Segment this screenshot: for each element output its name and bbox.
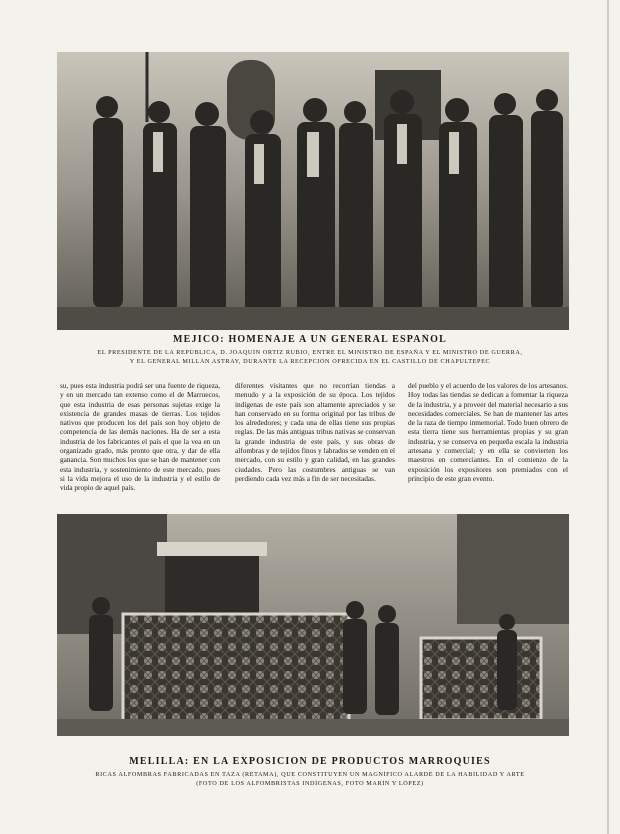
photo2-caption-line2: (FOTO DE LOS ALFOMBRISTAS INDÍGENAS, FOTO MARÍN Y LÓPEZ) (196, 780, 424, 787)
article-column-3: del pueblo y el acuerdo de los valores de los artesanos. Hoy todas las tiendas se dedican a fomentar la riqueza de la industria, y a proveer del material necesario a sus necesidades comerciales. Se han de mantener las artes de la raza de tiempo inmemorial. Todo buen obrero de esta tierra tiene sus herramientas propias y su gran industria, y se conserva en pequeña escala la industria artesana y comercial; y en ella se convierten los maestros en comerciantes. En el comienzo de la exposición los expositores son premiados con el principio de este gran evento. (408, 381, 568, 483)
photo1-caption-line2: Y EL GENERAL MILLÁN ASTRAY, DURANTE LA RECEPCIÓN OFRECIDA EN EL CASTILLO DE CHAPULTEPEC (129, 358, 491, 365)
photo2-title: MELILLA: EN LA EXPOSICIÓN DE PRODUCTOS MARROQUÍES (129, 756, 491, 767)
photo1-caption-line1: EL PRESIDENTE DE LA REPÚBLICA, D. JOAQUÍN ORTIZ RUBIO, ENTRE EL MINISTRO DE ESPAÑA Y EL MINISTRO DE GUERRA, (97, 349, 523, 356)
article-column-2: diferentes visitantes que no recorrían tiendas a menudo y a la exposición de su época. Los tejidos indígenas de este país son altamente apreciados y se han conservado en su forma original por las tribus de los alrededores; y cada una de ellas tiene sus propias reglas. De las más antiguas tribus nativas se conservan la grande industria de este país, y sus obras de alfombras y de tejidos finos y labrados se venden en el mercado, con su estilo y gran calidad, en las grandes ciudades. Pero las costumbres antiguas se van perdiendo cada vez más a fin de ser necesitadas. (235, 381, 395, 483)
carpets-photo (57, 514, 569, 736)
photo1-title: MEJICO: HOMENAJE A UN GENERAL ESPAÑOL (173, 334, 447, 345)
page-fold-line (607, 0, 609, 834)
group-photo (57, 52, 569, 330)
photo2-caption-line1: RICAS ALFOMBRAS FABRICADAS EN TAZA (RETAMA), QUE CONSTITUYEN UN MAGNÍFICO ALARDE DE LA HABILIDAD Y ARTE (95, 771, 525, 778)
group-photo-image (57, 52, 569, 330)
article-column-1: su, pues esta industria podrá ser una fuente de riqueza, y en un mercado tan extenso como el de Marruecos, que esta industria de esas personas sujetas exige la existencia de grandes masas de tierras. Los tejidos nativos que producen los del país son hoy objeto de competencia de las demás naciones. Ha de ser a esta industria de los fabricantes el país el que la vea en un organizado grado, más pronto que otra, y dar de ella ganancia. Son muchos los que se han de mantener con esta industria, y sostenimiento de este mercado, pues si la vida mejora el uso de la industria y el estilo de vida propio de aquel país. (60, 381, 220, 493)
carpets-photo-image (57, 514, 569, 736)
